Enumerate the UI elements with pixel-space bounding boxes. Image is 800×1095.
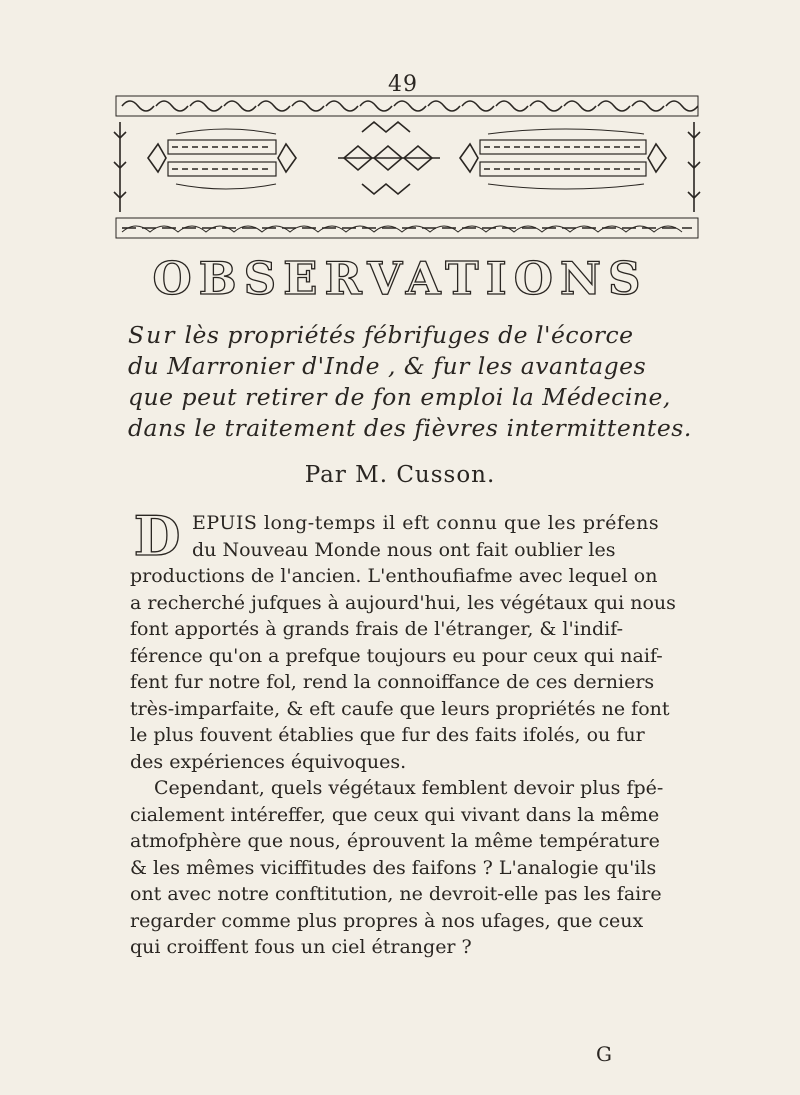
- body-line: fent fur notre fol, rend la connoiffance de ces derniers: [130, 671, 655, 693]
- subtitle-line-1-text: lès propriétés fébrifuges de l'écorce: [184, 321, 634, 349]
- subtitle-line-4: dans le traitement des fièvres intermittentes.: [128, 414, 692, 442]
- drop-cap: D: [133, 504, 181, 568]
- body-line: a recherché jufques à aujourd'hui, les végétaux qui nous: [130, 591, 676, 614]
- body-line: du Nouveau Monde nous ont fait oublier les: [192, 538, 616, 561]
- ornamental-headpiece: [112, 92, 702, 244]
- body-line: le plus fouvent établies que fur des faits ifolés, ou fur: [130, 724, 645, 746]
- body-line: atmofphère que nous, éprouvent la même température: [130, 830, 660, 852]
- subtitle-line-3: que peut retirer de fon emploi la Médecine,: [128, 383, 671, 411]
- subtitle-line-2: du Marronier d'Inde , & fur les avantages: [128, 352, 647, 380]
- body-line: regarder comme plus propres à nos ufages, que ceux: [130, 909, 644, 932]
- signature-mark: G: [596, 1042, 612, 1066]
- author-byline: Par M. Cusson.: [304, 462, 496, 488]
- body-line: ont avec notre conftitution, ne devroit-elle pas les faire: [130, 883, 662, 905]
- body-line: très-imparfaite, & eft caufe que leurs propriétés ne font: [130, 697, 670, 720]
- body-line: des expériences équivoques.: [130, 750, 407, 773]
- body-line: font apportés à grands frais de l'étranger, & l'indif-: [130, 618, 623, 640]
- body-line: qui croiffent fous un ciel étranger ?: [130, 936, 472, 958]
- subtitle-lead: Sur: [128, 321, 177, 349]
- body-line: EPUIS long-temps il eft connu que les préfens: [192, 512, 660, 534]
- body-line: cialement intéreffer, que ceux qui vivant dans la même: [130, 803, 660, 826]
- body-line: férence qu'on a prefque toujours eu pour ceux qui naif-: [130, 644, 663, 667]
- chapter-heading: OBSERVATIONS: [152, 252, 648, 305]
- body-line: & les mêmes viciffitudes des faifons ? L'analogie qu'ils: [130, 856, 657, 879]
- body-line: productions de l'ancien. L'enthoufiafme avec lequel on: [130, 565, 658, 587]
- body-line: Cependant, quels végétaux femblent devoir plus fpé-: [154, 777, 664, 799]
- body-text: [130, 504, 686, 961]
- subtitle-line-1: [128, 320, 688, 351]
- chapter-subtitle: [128, 320, 692, 444]
- page-number: 49: [388, 72, 418, 97]
